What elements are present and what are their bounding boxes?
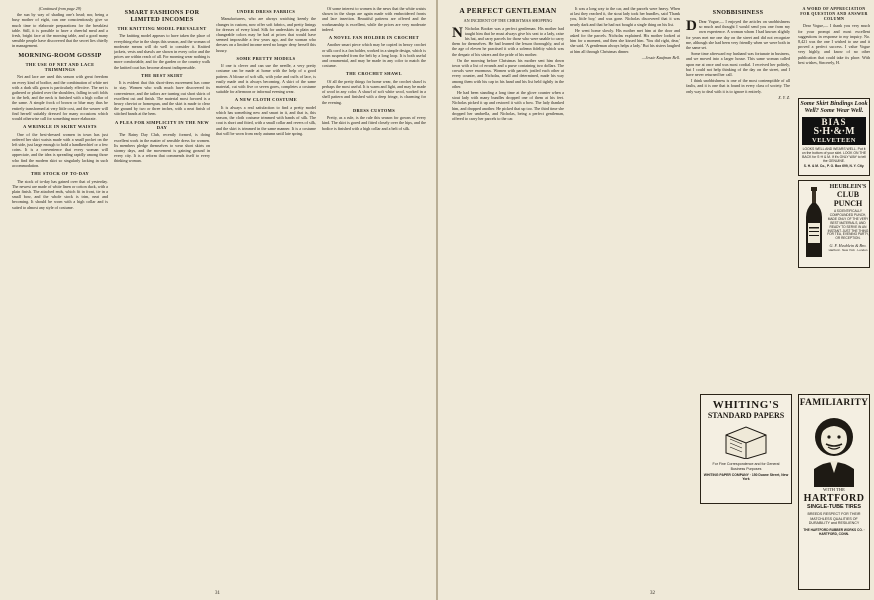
drop-cap: D (686, 18, 697, 34)
man-portrait-illustration (806, 411, 862, 487)
body-paragraph: Dear Vogue,— I enjoyed the articles on snobbishness so much and thought I would send you one from my own experience. A woman whom I had known slightly for years met me one day on the street and did not recognize me, although she had been very friendly when we were both in the same set. (686, 19, 790, 51)
section-subheading: UNDER DRESS FABRICS (236, 9, 296, 14)
section-subheading: THE USE OF NET AND LACE TRIMMINGS (25, 61, 95, 73)
body-paragraph: He went home slowly. His mother met him at the door and asked for the parcels. Nicholas explained. His mother looked at him for a moment, and then she kissed him. 'You did right, dear,' she said. 'A gentleman always helps a lady.' But his sisters laughed at him all through Christmas dinner. (570, 27, 680, 54)
body-paragraph: One of the best-dressed women in town has just ordered her skirt waists made with a small pocket on the left side, just large enough to hold a handkerchief or a few coins. It is a convenience that every woman will appreciate, and the idea is spreading rapidly among those who find the modern skirt so singularly lacking in such accommodation. (12, 131, 108, 168)
ad-body: BREEDS RESPECT FOR THEIR MATCHLESS QUALITIES OF DURABILITY and RESILIENCY (807, 512, 861, 526)
ad-cities: Hartford · New York · London (828, 248, 868, 253)
ad-product: VELVETEEN (812, 136, 856, 144)
right-page (438, 0, 874, 600)
body-paragraph: On the morning before Christmas his mother sent him down town with a list of errands and a purse containing two dollars. The crowds were enormous. Women with parcels jostled each other at every counter, and Nicholas, small and determined, made his way among them with his cap in his hand and his list held tightly in the other. (452, 57, 564, 89)
ad-brand: HARTFORD (803, 492, 865, 504)
ad-maker: G. F. Heublein & Bro. (829, 243, 867, 249)
hartford-tires-ad[interactable] (798, 394, 870, 590)
page-number: 31 (215, 591, 220, 596)
section-subheading: DRESS CUSTOMS (352, 107, 396, 113)
letter-signature: X. Y. Z. (778, 94, 790, 100)
section-subheading: THE KNITTING MODEL PREVALENT (117, 26, 207, 31)
body-paragraph: Another smart piece which may be copied in heavy crochet or silk cord is a fan holder, worked in a simple design, which is worn suspended from the belt by a long loop. It is both useful and ornamental, and may be made in any color to match the costume. (322, 42, 426, 69)
right-column-4 (798, 4, 870, 66)
story-signature: —Jessie Kaufman Bell. (641, 54, 680, 60)
story-title: A PERFECT GENTLEMAN (459, 6, 557, 15)
ad-body: LOOKS WELL AND WEARS WELL. Put it on the bottom of your skirt. LOOK ON THE BACK for S·H & M. If it's ONLY WAY to tell the GENUINE. (801, 146, 867, 163)
ad-product: STANDARD PAPERS (707, 411, 785, 420)
whiting-papers-ad[interactable] (700, 394, 792, 504)
drop-cap: N (452, 24, 463, 41)
section-heading: SNOBBISHNESS (712, 9, 764, 16)
section-subheading: A NEW CLOTH COSTUME (234, 97, 298, 103)
bottle-illustration (802, 187, 826, 259)
body-paragraph: It is evident that this short-dress movement has come to stay. Women who walk much have discovered its convenience, and the tailors are turning out short skirts of excellent cut and finish. The material most favored is a heavy cheviot or homespun, and the skirt is made to clear the ground by two or three inches, with a neat finish of stitched bands at the hem. (114, 80, 210, 117)
ad-footer: WHITING PAPER COMPANY · 150 Duane Street, New York (703, 473, 789, 482)
right-column-2 (570, 6, 680, 60)
body-paragraph: Net and lace are used this season with great freedom on every kind of bodice, and the combination of white net with a dark silk gown is particularly effective. The net is gathered or plaited over the shoulders, falling in soft folds to the belt, and the neck is finished with a high collar of the same. A simple frock of brown or blue may thus be entirely transformed at very little cost, and the wearer will find herself suitably dressed for many occasions which would otherwise call for something more elaborate. (12, 74, 108, 122)
ad-product: SINGLE-TUBE TIRES (807, 503, 861, 510)
ad-brand: HEUBLEIN'S (829, 184, 867, 190)
body-paragraph: Pretty, as a rule, is the rule this season for gowns of every kind. The skirt is gored and fitted closely over the hips, and the bodice is finished with a high collar and a belt of silk. (322, 115, 426, 131)
section-subheading: THE CROCHET SHAWL (345, 71, 403, 77)
section-subheading: A NOVEL FAN HOLDER IN CROCHET (328, 35, 420, 41)
right-column-1 (452, 6, 564, 122)
continued-note: (Continued from page 29) (38, 6, 82, 11)
ad-footer: THE HARTFORD RUBBER WORKS CO. · HARTFORD, CONN. (803, 527, 865, 536)
body-paragraph: He had been standing a long time at the glove counter when a stout lady with many bundles dropped one of them at his feet. Nicholas picked it up and restored it with a bow. The lady thanked him, and dropped another. He picked that up too. The third time she dropped her umbrella, and Nicholas, being a perfect gentleman, offered to carry her parcels to the car. (452, 89, 564, 121)
left-column-3 (216, 6, 316, 137)
ad-body: A SCIENTIFICALLY COMPOUNDED PUNCH, MADE ONLY OF THE VERY BEST MATERIALS, AND READY TO SERVE IN AN INSTANT. JUST THE THING FOR TEA, EVENING PARTY, OR RECEPTION. (827, 209, 869, 241)
body-paragraph: It was a long way to the car, and the parcels were heavy. When at last they reached it, the stout lady took her bundles, said 'Thank you, little boy,' and was gone. Nicholas discovered that it was nearly dark and that he had not bought a single thing on his list. (570, 6, 680, 27)
ad-brand-block (802, 117, 866, 145)
section-heading: SMART FASHIONS FOR LIMITED INCOMES (124, 9, 200, 23)
body-paragraph: Of all the pretty things for home wear, the crochet shawl is perhaps the most useful. It is warm and light, and may be made of wool in any color. A shawl of soft white wool, worked in a shell pattern and finished with a deep fringe, is charming for the evening. (322, 78, 426, 105)
body-paragraph: If one is clever and can use the needle, a very pretty costume can be made at home with the help of a good pattern. A blouse of soft silk, with yoke and cuffs of lace, is easily made and is always becoming. A skirt of the same material, cut with five or seven gores, completes a costume suitable for afternoon or informal evening wear. (216, 63, 316, 95)
section-heading: A WORD OF APPRECIATION FOR QUESTION AND ANSWER COLUMN (800, 6, 868, 21)
bias-velveteen-ad[interactable] (798, 98, 870, 176)
ad-heading: Some Skirt Bindings Look Well? Some Wear Well. (800, 100, 868, 114)
body-paragraph: I think snobbishness is one of the most contemptible of all faults, and it is one that is found in every class of society. The only way to deal with it is to ignore it entirely. (686, 78, 790, 94)
left-column-2 (114, 6, 210, 165)
left-page (0, 0, 436, 600)
body-paragraph: Of some interest to women is the news that the white waists shown in the shops are again made with embroidered fronts and lace insertion. Beautiful patterns are offered and the workmanship is excellent, while the prices are very moderate indeed. (322, 6, 426, 32)
ad-subheading: WITH THE (823, 487, 845, 492)
ad-brand: WHITING'S (712, 399, 780, 411)
ad-heading: FAMILIARITY (799, 398, 869, 408)
ad-brand: BIAS (821, 116, 847, 127)
section-subheading: SOME PRETTY MODELS (236, 55, 296, 61)
body-paragraph: The Rainy Day Club, recently formed, is doing excellent work in the matter of sensible dress for women. Its members pledge themselves to wear short skirts on stormy days, and the movement is gaining ground in every city. It is a reform that commends itself to every thinking woman. (114, 132, 210, 164)
paper-ream-illustration (721, 423, 771, 459)
section-subheading: THE STOCK OF TO-DAY (30, 171, 90, 177)
body-paragraph: The knitting model appears to have taken the place of everything else in the shops this season, and the woman of moderate means will do well to consider it. Knitted jackets, vests and shawls are shown in every color and the prices are within reach of all. For morning wear nothing is more comfortable, and for the garden or the country walk the knitted coat has become almost indispensable. (114, 33, 210, 70)
ad-footer: S. H. & M. Co., P. O. Box 699, N. Y. City. (803, 163, 865, 168)
left-column-1 (12, 6, 108, 211)
section-subheading: A PLEA FOR SIMPLICITY IN THE NEW DAY (114, 119, 210, 131)
page-number: 32 (650, 591, 655, 596)
body-paragraph: It is always a real satisfaction to find a pretty model which has something new and smart in it, and that is, this season, the cloth costume trimmed with bands of silk. The coat is short and fitted, with a small collar and revers of silk, and the skirt is trimmed in the same manner. It is a costume that will be worn from early autumn until late spring. (216, 104, 316, 136)
intro-paragraph: the sun by way of shading one's head; nor, being a busy mother of eight, can one conscientiously give so much time to elaborate preparations for the breakfast table. Still, it is possible to have a cheerful meal and a fresh, bright face at the morning table, and a good many sensible people have discovered that the secret lies chiefly in management. (12, 12, 108, 49)
body-paragraph: Manufacturers, who are always watching keenly the changes in custom, now offer soft fabrics, and pretty linings for dresses of every kind. Silk for underskirts in plain and changeable colors may be had at prices that would have seemed impossible a few years ago, and the woman who dresses on a limited income need no longer deny herself this luxury. (216, 16, 316, 53)
body-paragraph: Dear Vogue,— I thank you very much for your prompt and most excellent suggestions in response to my inquiry. No. 8,421 was the one I wished to use and it proved a perfect success. I value Vogue very highly, and know of no other publication that could take its place. With best wishes, Sincerely, H. (798, 23, 870, 65)
story-subtitle: AN INCIDENT OF THE CHRISTMAS SHOPPING (463, 17, 553, 23)
body-paragraph: The stock of to-day has gained over that of yesterday. The newest are made of white linen or cotton duck, with a plain finish. The attached ends, which fit in front, tie in a small bow, and the whole stock is trim, neat and becoming. It should be worn with a high collar and is suited to almost any style of costume. (12, 178, 108, 210)
body-paragraph: Some time afterward my husband was fortunate in business, and we moved into a larger house. This same woman called upon me at once and was most cordial. I received her politely, but I could not help thinking of the day on the street, and I have never returned her call. (686, 51, 790, 78)
right-column-3 (686, 6, 790, 100)
ad-product: CLUB PUNCH (833, 190, 863, 208)
ad-body: For Fine Correspondence and for General Business Purposes (712, 462, 780, 471)
section-heading: MORNING-ROOM GOSSIP (18, 51, 102, 59)
section-subheading: A WRINKLE IN SKIRT WAISTS (23, 124, 97, 130)
left-column-4 (322, 6, 426, 132)
body-paragraph: Nicholas Booker was a perfect gentleman. His mother had taught him that he must always give his seat to a lady, raise his hat, and carry parcels for those who were unable to carry them for themselves. He had learned the lesson thoroughly, and at the age of eleven he practised it with a solemn fidelity which was the despair of his sisters and the pride of his mother. (452, 25, 564, 57)
heublein-text-block (827, 184, 869, 252)
ad-mark: S·H·&·M (813, 125, 855, 137)
heublein-punch-ad[interactable] (798, 180, 870, 268)
section-subheading: THE BEST SKIRT (141, 72, 183, 78)
